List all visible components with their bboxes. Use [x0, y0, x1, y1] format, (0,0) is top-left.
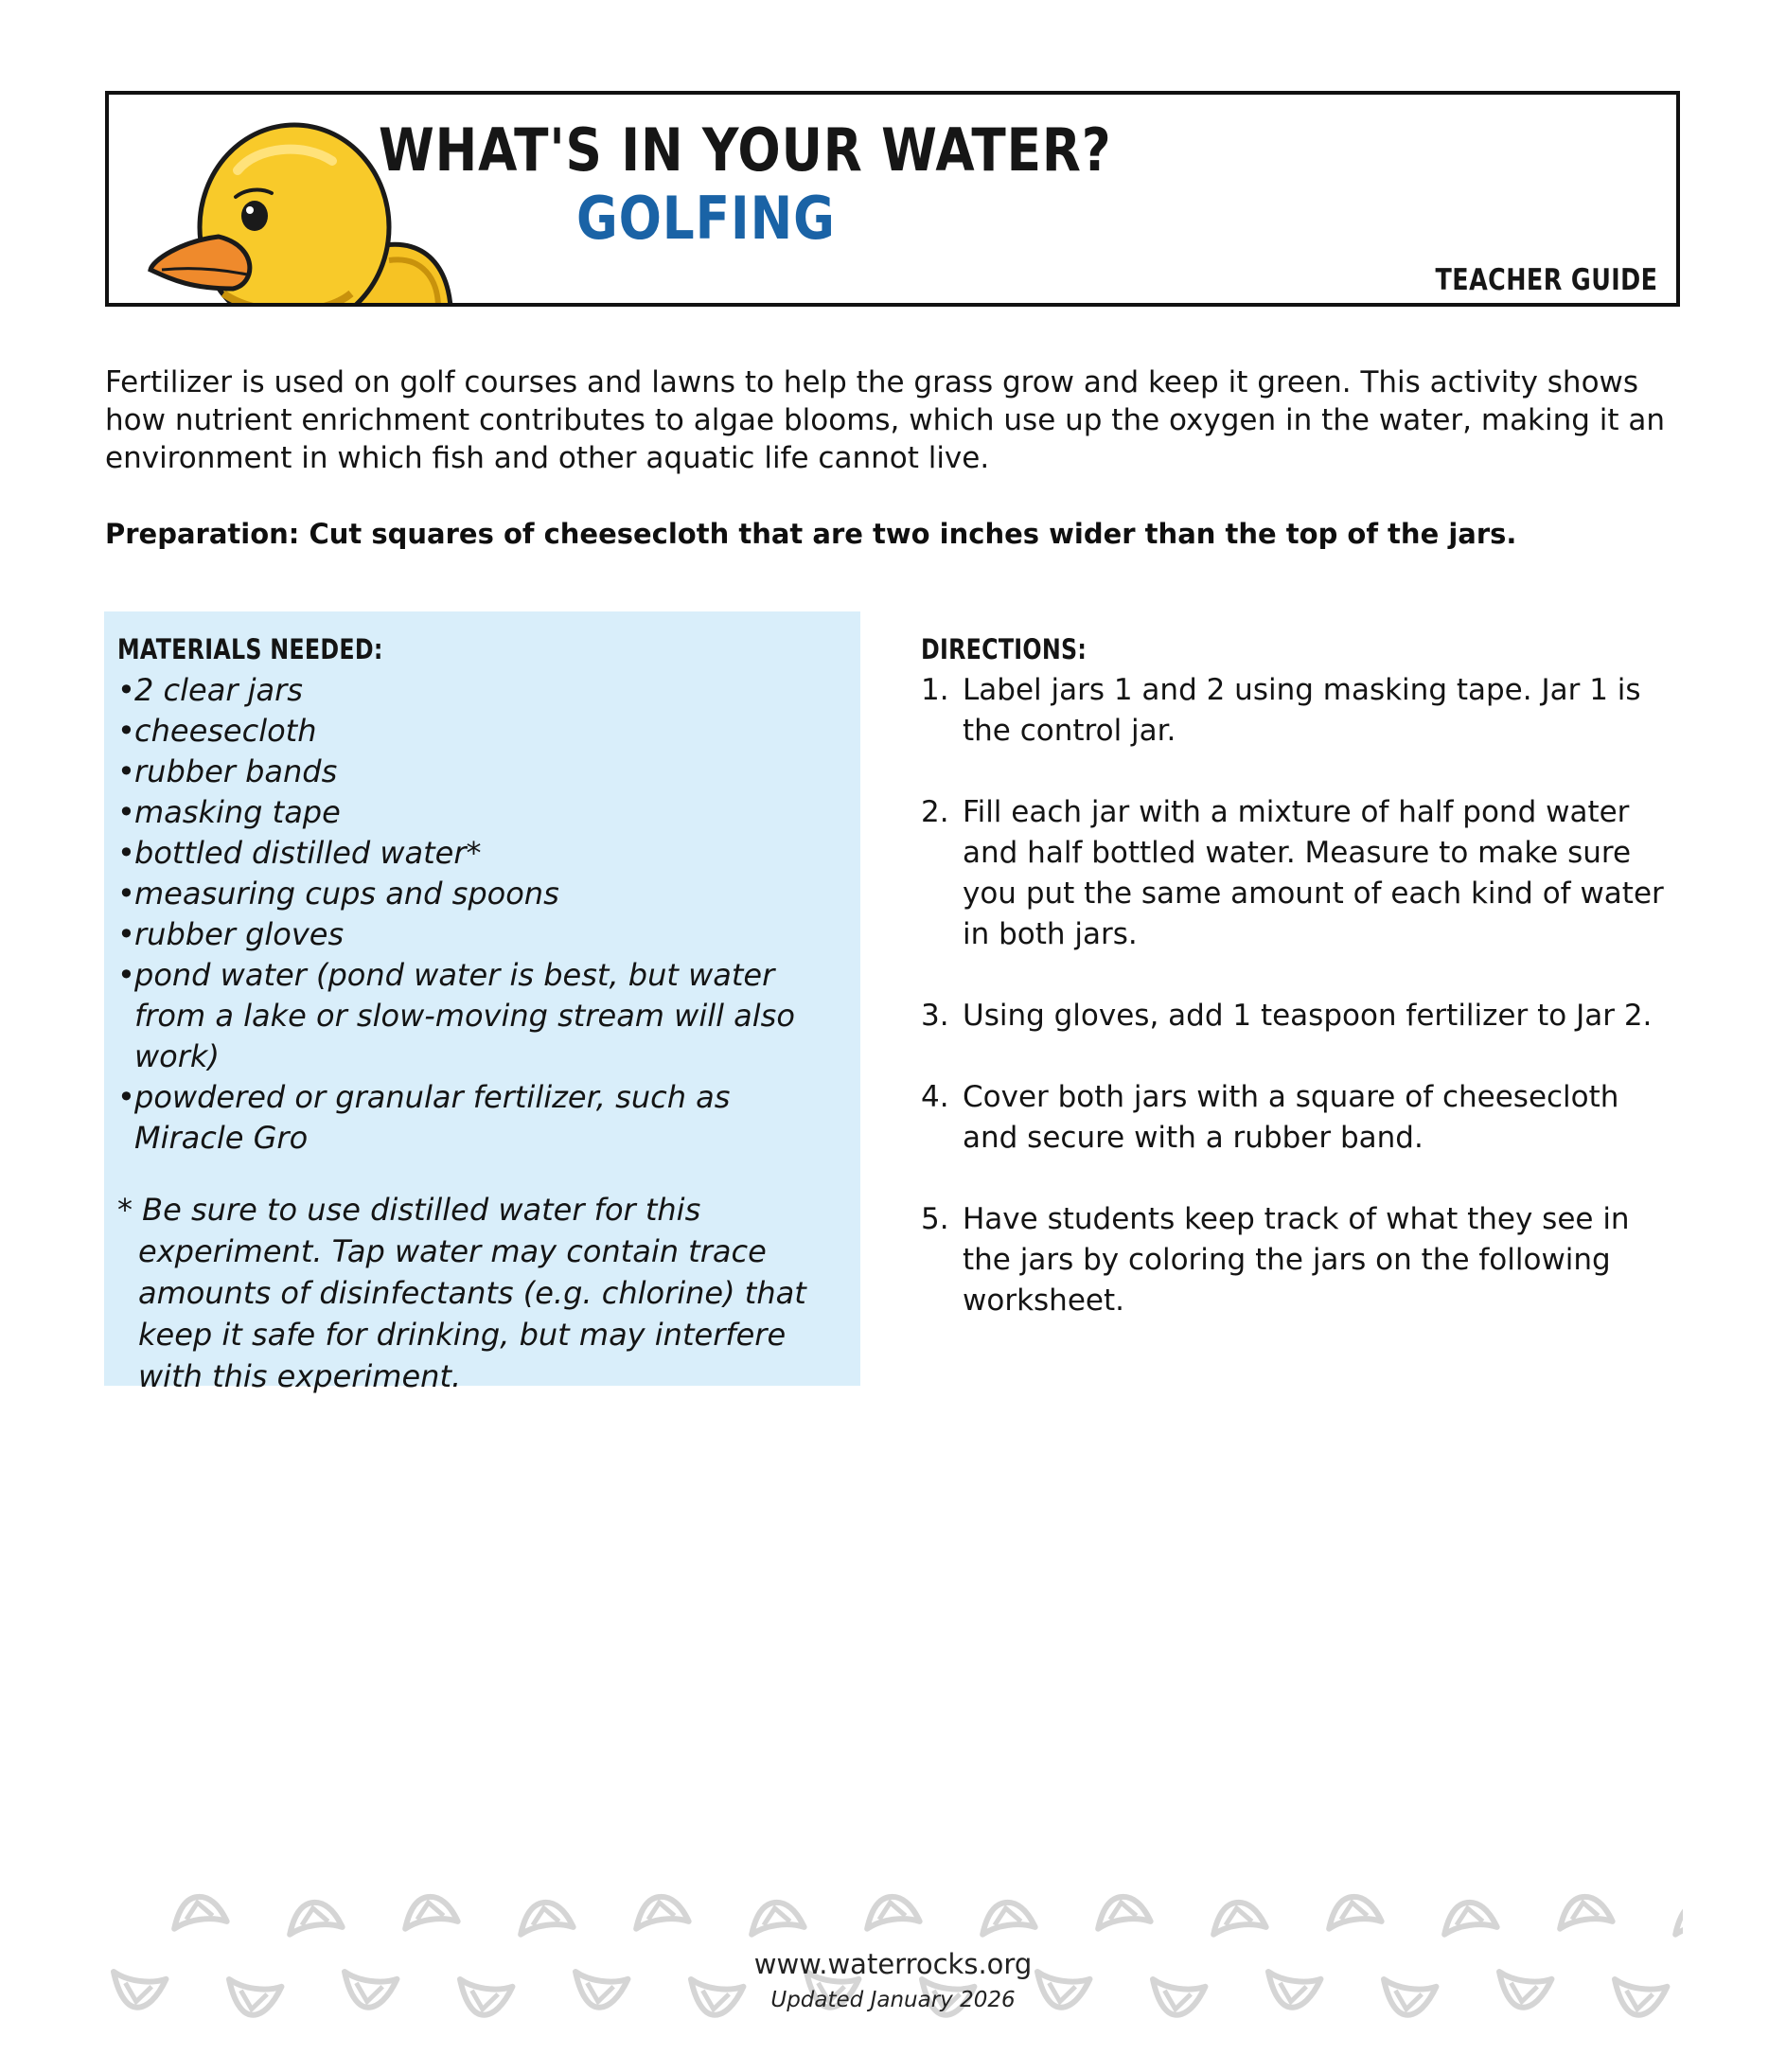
- list-item: • pond water (pond water is best, but water from a lake or slow-moving stream will also work): [117, 955, 847, 1077]
- list-item: • bottled distilled water*: [117, 833, 847, 874]
- step-number: 4.: [921, 1080, 949, 1114]
- list-item: • rubber gloves: [117, 914, 847, 955]
- directions-list: [921, 670, 1678, 1321]
- step-text: Cover both jars with a square of cheesecloth and secure with a rubber band.: [963, 1080, 1619, 1155]
- preparation-note: Preparation: Cut squares of cheesecloth that are two inches wider than the top of the jars.: [105, 518, 1517, 550]
- step-text: Fill each jar with a mixture of half pond water and half bottled water. Measure to make sure you put the same amount of each kind of water in both jars.: [963, 795, 1664, 951]
- materials-list: [117, 670, 847, 1159]
- materials-panel: [104, 611, 860, 1394]
- direction-step: [921, 1077, 1678, 1159]
- step-text: Have students keep track of what they see in the jars by coloring the jars on the following worksheet.: [963, 1202, 1630, 1318]
- direction-step: [921, 996, 1678, 1036]
- intro-paragraph: Fertilizer is used on golf courses and lawns to help the grass grow and keep it green. This activity shows how nutrient enrichment contributes to algae blooms, which use up the oxygen in the water, making it an environment in which fish and other aquatic life cannot live.: [105, 365, 1666, 475]
- teacher-guide-label: TEACHER GUIDE: [1435, 263, 1657, 297]
- directions-heading: DIRECTIONS:: [921, 633, 1088, 665]
- list-item: • 2 clear jars: [117, 670, 847, 711]
- list-item: • rubber bands: [117, 752, 847, 792]
- step-text: Label jars 1 and 2 using masking tape. Jar 1 is the control jar.: [963, 673, 1641, 748]
- step-number: 1.: [921, 673, 949, 707]
- distilled-water-footnote: * Be sure to use distilled water for this experiment. Tap water may contain trace amounts of disinfectants (e.g. chlorine) that keep it safe for drinking, but may interfere with this experiment.: [117, 1192, 806, 1394]
- materials-heading: MATERIALS NEEDED:: [117, 633, 383, 665]
- direction-step: [921, 670, 1678, 752]
- footer-url: www.waterrocks.org: [753, 1948, 1033, 1980]
- step-number: 5.: [921, 1202, 949, 1236]
- direction-step: [921, 792, 1678, 955]
- footer-updated-date: Updated January 2026: [770, 1988, 1016, 2012]
- list-item: • masking tape: [117, 792, 847, 833]
- step-number: 3.: [921, 999, 949, 1033]
- direction-step: [921, 1199, 1678, 1321]
- list-item: • powdered or granular fertilizer, such as Miracle Gro: [117, 1077, 847, 1159]
- header-banner: [105, 91, 1680, 307]
- list-item: • cheesecloth: [117, 711, 847, 752]
- directions-section: [921, 630, 1678, 1362]
- page-subtitle: GOLFING: [576, 184, 836, 253]
- step-number: 2.: [921, 795, 949, 829]
- list-item: • measuring cups and spoons: [117, 874, 847, 914]
- step-text: Using gloves, add 1 teaspoon fertilizer to Jar 2.: [963, 999, 1653, 1033]
- page-title: WHAT'S IN YOUR WATER?: [379, 115, 1112, 185]
